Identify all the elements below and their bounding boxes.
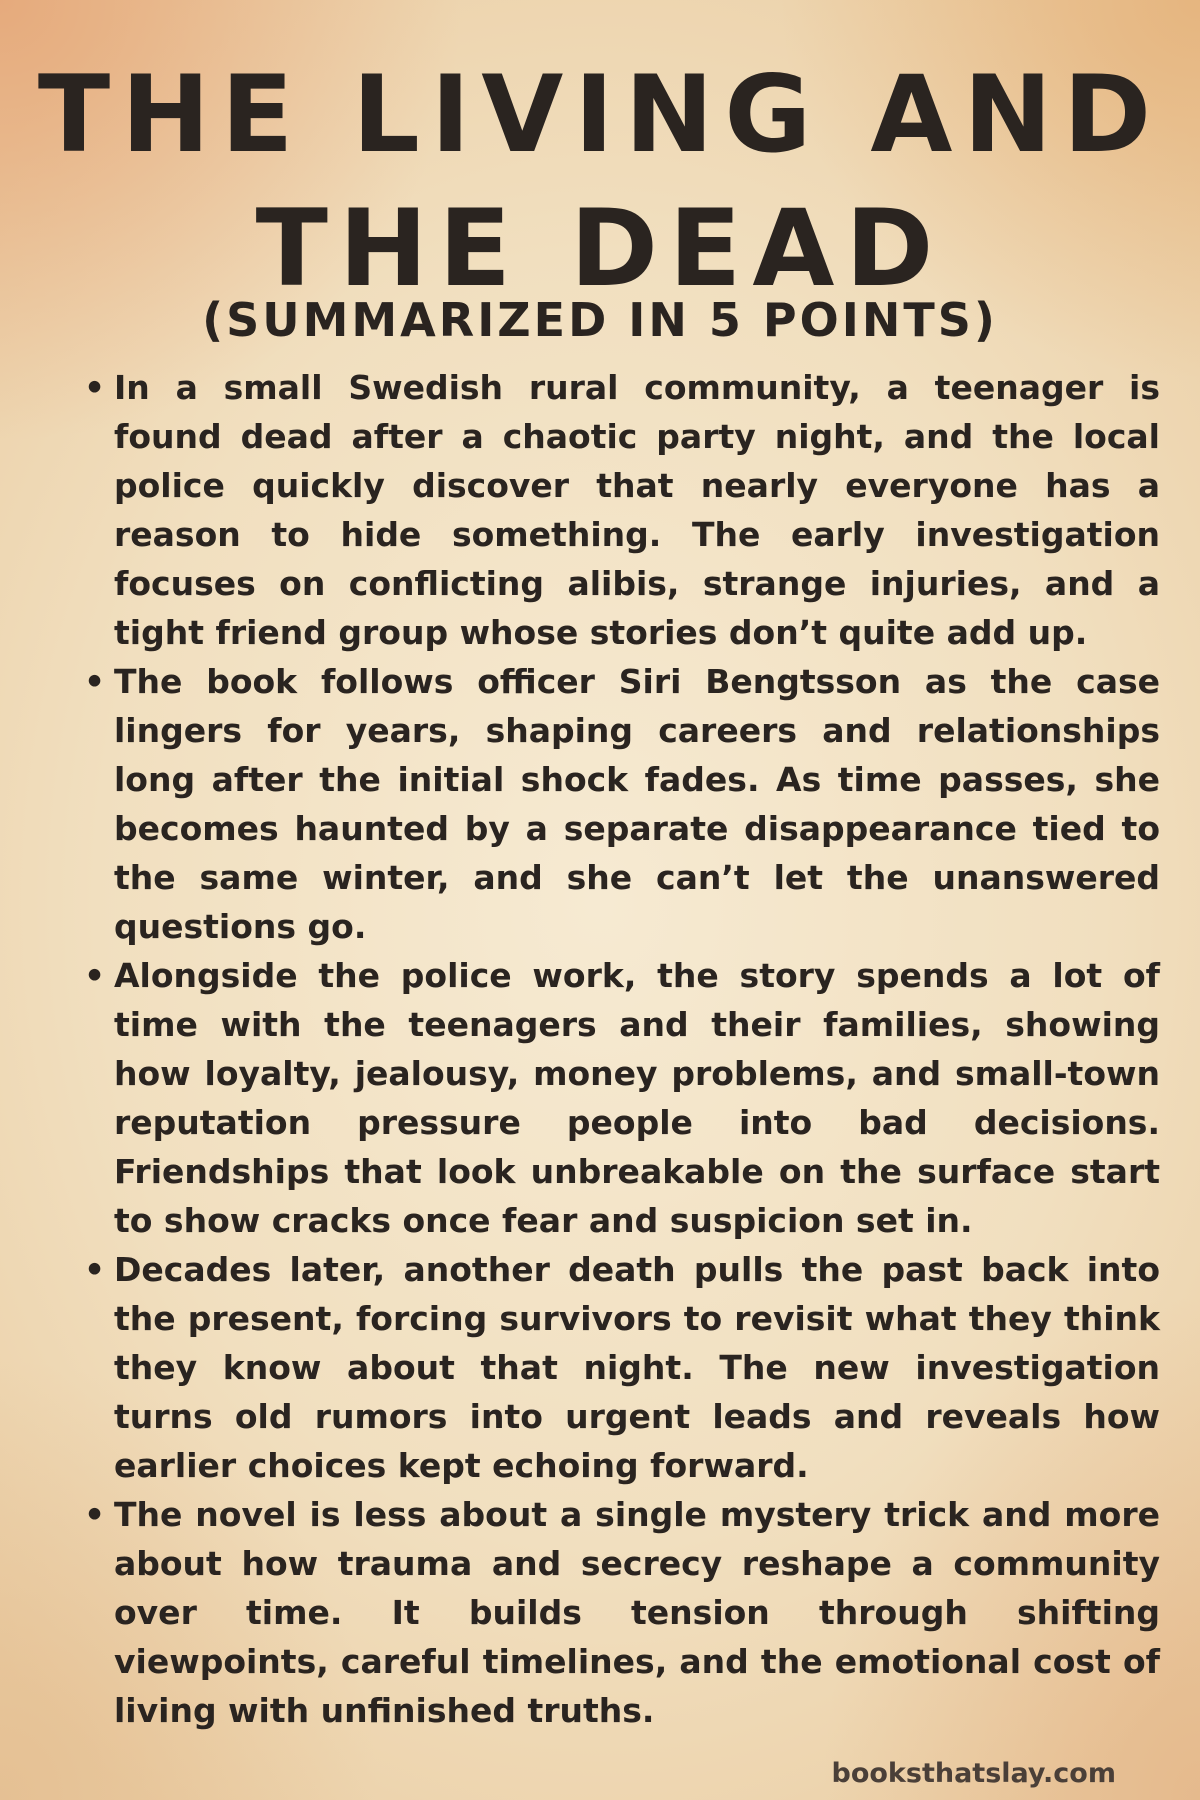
book-title: THE LIVING AND THE DEAD [37, 53, 1163, 310]
summary-point-2 [84, 657, 1160, 951]
summary-point-3 [84, 951, 1160, 1245]
bullet-icon: • [84, 368, 106, 407]
summary-point-text: In a small Swedish rural community, a teenager is found dead after a chaotic party night, and the local police quickly discover that nearly everyone has a reason to hide something. The early investigation focuses on conflicting alibis, strange injuries, and a tight friend group whose stories don’t quite add up. [114, 368, 1160, 652]
website-credit: booksthatslay.com [831, 1758, 1116, 1789]
summary-point-4 [84, 1245, 1160, 1490]
summary-point-text: Decades later, another death pulls the past back into the present, forcing survivors to revisit what they think they know about that night. The new investigation turns old rumors into urgent leads and reveals how earlier choices kept echoing forward. [114, 1250, 1160, 1485]
bullet-icon: • [84, 1495, 106, 1534]
summary-point-5 [84, 1490, 1160, 1735]
summary-point-text: Alongside the police work, the story spends a lot of time with the teenagers and their families, showing how loyalty, jealousy, money problems, and small-town reputation pressure people into bad decisions. Friendships that look unbreakable on the surface start to show cracks once fear and suspicion set in. [114, 956, 1160, 1240]
summary-point-text: The novel is less about a single mystery trick and more about how trauma and secrecy reshape a community over time. It builds tension through shifting viewpoints, careful timelines, and the emotional cost of living with unfinished truths. [114, 1495, 1160, 1730]
bullet-icon: • [84, 662, 106, 701]
summary-points-list [80, 363, 1160, 1735]
summary-point-text: The book follows officer Siri Bengtsson as the case lingers for years, shaping careers and relationships long after the initial shock fades. As time passes, she becomes haunted by a separate disappearance tied to the same winter, and she can’t let the unanswered questions go. [114, 662, 1160, 946]
summary-subtitle: (SUMMARIZED IN 5 POINTS) [202, 293, 998, 347]
bullet-icon: • [84, 956, 106, 995]
summary-point-1 [84, 363, 1160, 657]
bullet-icon: • [84, 1250, 106, 1289]
